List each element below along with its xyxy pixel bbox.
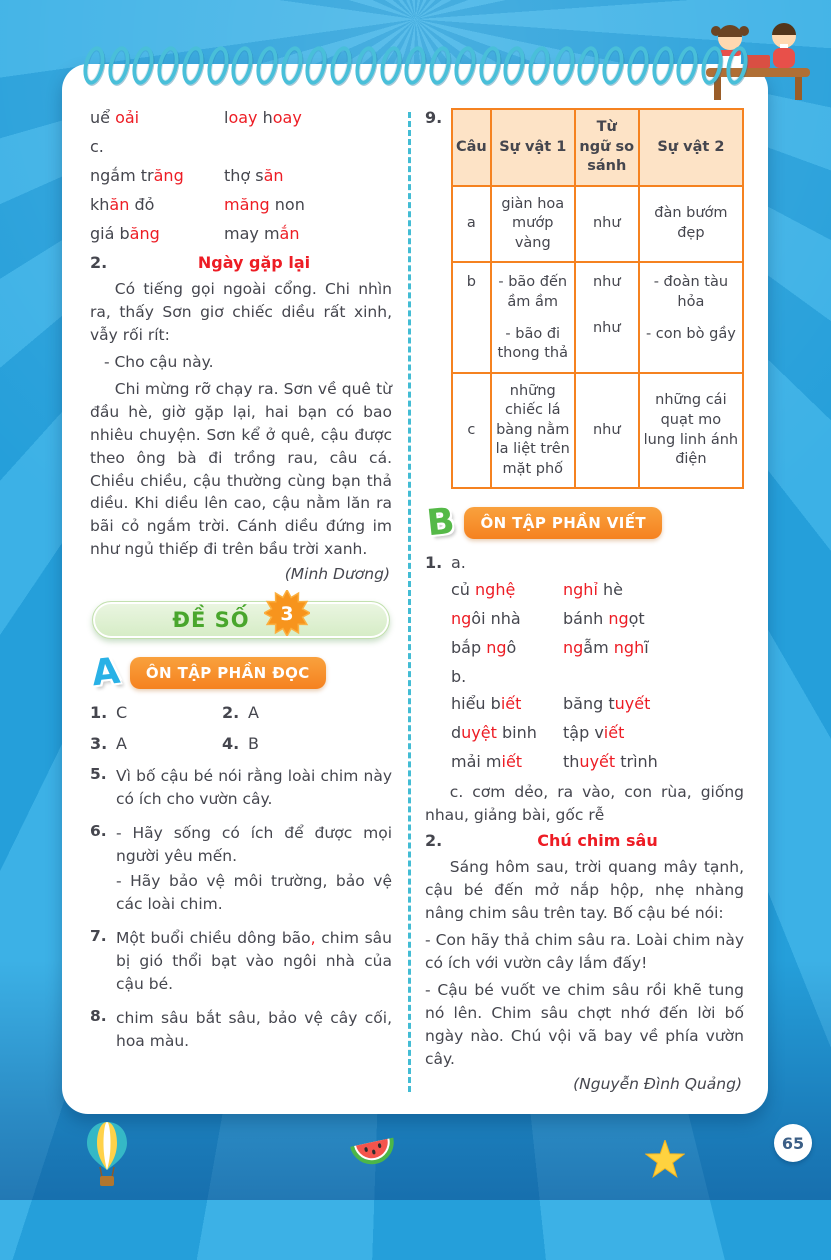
- section-letter-a: A: [89, 650, 122, 695]
- table-cell-line: giàn hoa mướp vàng: [501, 195, 565, 251]
- table-cell: [639, 262, 743, 372]
- question-9: [425, 108, 744, 489]
- mc-value: B: [248, 734, 259, 754]
- right-column: [425, 108, 744, 1100]
- spiral-coil: [476, 44, 504, 86]
- spiral-binding: [84, 46, 747, 84]
- spiral-coil: [105, 44, 133, 86]
- word-pair-row: [90, 224, 392, 243]
- de-so-label: ĐỀ SỐ: [172, 608, 250, 633]
- word-right: măng non: [224, 195, 305, 214]
- workbook-page: [62, 64, 768, 1114]
- word-pair-row: [90, 137, 392, 156]
- word-left: khăn đỏ: [90, 195, 155, 214]
- paragraph: Có tiếng gọi ngoài cổng. Chi nhìn ra, thấy Sơn giơ chiếc diều rất xinh, vẫy rối rít:: [90, 280, 392, 344]
- table-body: [452, 186, 743, 489]
- paragraph: - Con hãy thả chim sâu ra. Loài chim này có ích với vườn cây lắm đấy!: [425, 931, 744, 973]
- spiral-coil: [154, 44, 182, 86]
- word-pair-row: [451, 580, 744, 599]
- mc-number: 2.: [222, 703, 240, 723]
- answer-text: [116, 1007, 392, 1055]
- word-left: hiểu biết: [451, 694, 522, 714]
- table-cell-line: - bão đi thong thả: [497, 325, 568, 362]
- answer-number: 7.: [90, 926, 107, 945]
- mc-value: C: [116, 703, 128, 723]
- section-letter-b: B: [424, 501, 457, 545]
- word-right: [224, 137, 392, 156]
- section-a-title: ÔN TẬP PHẦN ĐỌC: [130, 657, 326, 689]
- table-header-cell: Câu: [452, 109, 491, 186]
- answer-line: Vì bố cậu bé nói rằng loài chim này có ích cho vườn cây.: [116, 767, 392, 809]
- answer-number: 6.: [90, 822, 107, 841]
- word-pair-row: [451, 638, 744, 657]
- hot-air-balloon-icon: [84, 1120, 130, 1188]
- answer-number: 8.: [90, 1006, 107, 1025]
- section-b-title: ÔN TẬP PHẦN VIẾT: [464, 507, 662, 539]
- story-b-head: [425, 831, 744, 850]
- word-left: ngắm trăng: [90, 166, 184, 185]
- mc-answers: [90, 703, 392, 753]
- word-left: c.: [90, 137, 104, 156]
- sub-item-a-label: a.: [451, 553, 466, 573]
- story-b-author: (Nguyễn Đình Quảng): [573, 1074, 742, 1093]
- story-a-head: [90, 253, 392, 272]
- starburst-badge: [264, 590, 310, 636]
- answer-text: [116, 765, 392, 813]
- comparison-table: [451, 108, 744, 489]
- word-pair-row: [90, 166, 392, 185]
- spiral-coil: [599, 44, 627, 86]
- answer-text: [116, 822, 392, 918]
- table-cell-line: như: [592, 421, 621, 438]
- table-row: [452, 373, 743, 489]
- spiral-coil: [575, 44, 603, 86]
- section-b-header: [424, 501, 744, 545]
- sub-item-c-line: c. cơm dẻo, ra vào, con rùa, giống nhau, giảng bài, gốc rễ: [425, 783, 744, 825]
- paragraph: Chi mừng rỡ chạy ra. Sơn về quê từ đầu hè, giờ gặp lại, hai bạn có bao nhiêu chuyện. Sơn kể ở quê, cậu được theo ông bà đi trồng rau, câu cá. Chiều chiều, cậu thường cùng bạn thả diều. Khi diều lên cao, cậu nằm lăn ra bãi cỏ ngắm trời. Cánh diều đứng im như ngủ thiếp đi trên bầu trời xanh.: [90, 379, 392, 559]
- spiral-coil: [278, 44, 306, 86]
- table-cell: [491, 262, 575, 372]
- spiral-coil: [426, 44, 454, 86]
- answer-item: [90, 822, 392, 918]
- answer-text: [116, 927, 392, 998]
- pairs-b: [451, 694, 744, 771]
- word-right: bánh ngọt: [563, 609, 645, 629]
- spiral-coil: [723, 44, 751, 86]
- spiral-coil: [624, 44, 652, 86]
- spiral-coil: [550, 44, 578, 86]
- table-cell-line: như: [592, 274, 621, 291]
- table-cell-line: đàn bướm đẹp: [654, 205, 728, 242]
- paragraph: - Cho cậu này.: [103, 352, 214, 371]
- spiral-coil: [303, 44, 331, 86]
- story-title: Chú chim sâu: [537, 831, 658, 851]
- table-header-cell: Sự vật 1: [491, 109, 575, 186]
- spiral-coil: [525, 44, 553, 86]
- de-so-banner: [92, 601, 390, 639]
- word-pair-row: [451, 609, 744, 628]
- word-right: thuyết trình: [563, 752, 658, 772]
- word-list: [90, 108, 392, 243]
- item-number: 2.: [425, 831, 443, 851]
- mc-number: 1.: [90, 703, 108, 723]
- table-cell-cau: c: [452, 373, 491, 489]
- spiral-coil: [402, 44, 430, 86]
- word-left: uể oải: [90, 108, 140, 127]
- word-right: nghỉ hè: [563, 580, 623, 600]
- table-cell-line: như: [592, 319, 621, 336]
- left-column: [90, 108, 392, 1100]
- spiral-coil: [500, 44, 528, 86]
- table-cell-cau: a: [452, 186, 491, 263]
- table-header-row: [452, 109, 743, 186]
- spiral-coil: [80, 44, 108, 86]
- answer-line: Một buổi chiều dông bão, chim sâu bị gió thổi bạt vào ngôi nhà của cậu bé.: [116, 928, 392, 993]
- table-cell: [575, 373, 639, 489]
- spiral-coil: [204, 44, 232, 86]
- table-cell: [575, 262, 639, 372]
- table-cell-cau: b: [452, 262, 491, 372]
- word-left: ngôi nhà: [451, 609, 521, 629]
- column-divider: [408, 112, 411, 1092]
- page-number: 65: [781, 1133, 805, 1153]
- spiral-coil: [649, 44, 677, 86]
- table-row: [452, 262, 743, 372]
- word-pair-row: [451, 694, 744, 713]
- story-b-paragraphs: [425, 856, 744, 1070]
- story-a-paragraphs: [90, 278, 392, 561]
- spiral-coil: [179, 44, 207, 86]
- word-left: bắp ngô: [451, 638, 517, 658]
- question-1-line: [425, 553, 744, 572]
- word-pair-row: [451, 723, 744, 742]
- answer-line: - Hãy bảo vệ môi trường, bảo vệ các loài chim.: [116, 872, 392, 913]
- spiral-coil: [352, 44, 380, 86]
- spiral-coil: [451, 44, 479, 86]
- item-number: 2.: [90, 253, 108, 272]
- spiral-coil: [130, 44, 158, 86]
- table-cell-line: những cái quạt mo lung linh ánh điện: [643, 392, 739, 468]
- answer-line: - Hãy sống có ích để được mọi người yêu mến.: [116, 824, 392, 866]
- word-pair-row: [90, 195, 392, 214]
- table-row: [452, 186, 743, 263]
- word-left: duyệt binh: [451, 723, 537, 743]
- section-a-header: [89, 650, 392, 695]
- spiral-coil: [698, 44, 726, 86]
- spiral-coil: [327, 44, 355, 86]
- mc-value: A: [116, 734, 127, 754]
- word-left: củ nghệ: [451, 580, 516, 600]
- word-pair-row: [451, 752, 744, 771]
- spiral-coil: [228, 44, 256, 86]
- answer-item: [90, 1007, 392, 1055]
- table-cell-line: những chiếc lá bàng nằm la liệt trên mặt phố: [495, 382, 570, 477]
- table-header-cell: Từ ngữ so sánh: [575, 109, 639, 186]
- page-number-badge: [774, 1124, 812, 1162]
- pairs-a: [451, 580, 744, 657]
- table-cell: [491, 186, 575, 263]
- mc-number: 4.: [222, 734, 240, 754]
- table-cell: [491, 373, 575, 489]
- answer-item: [90, 927, 392, 998]
- story-title: Ngày gặp lại: [197, 253, 311, 272]
- item-number: 9.: [425, 108, 443, 127]
- answers-list: [90, 765, 392, 1054]
- mc-number: 3.: [90, 734, 108, 754]
- answer-item: [90, 765, 392, 813]
- watermelon-icon: [347, 1131, 401, 1174]
- table-header-cell: Sự vật 2: [639, 109, 743, 186]
- table-cell: [575, 186, 639, 263]
- sub-item-b-label: b.: [451, 667, 467, 687]
- word-right: tập viết: [563, 723, 625, 743]
- star-icon: [645, 1140, 685, 1178]
- word-left: giá băng: [90, 224, 160, 243]
- table-cell-line: - đoàn tàu hỏa: [653, 274, 729, 310]
- de-so-number: 3: [279, 603, 294, 626]
- word-right: loay hoay: [224, 108, 302, 127]
- table-cell-line: như: [592, 215, 621, 232]
- spiral-coil: [253, 44, 281, 86]
- table-cell-line: - con bò gầy: [645, 325, 736, 342]
- story-a-author: (Minh Dương): [284, 565, 390, 584]
- table-cell: [639, 186, 743, 263]
- word-left: mải miết: [451, 752, 523, 772]
- paragraph: Sáng hôm sau, trời quang mây tạnh, cậu bé đến mở nắp hộp, nhẹ nhàng nâng chim sâu trên tay. Bố cậu bé nói:: [425, 858, 744, 923]
- paragraph: - Cậu bé vuốt ve chim sâu rồi khẽ tung nó lên. Chim sâu chợt nhớ đến lời bố ngày nào. Chú vội vã bay về phía vườn cây.: [425, 981, 744, 1068]
- item-number: 1.: [425, 553, 443, 573]
- word-right: ngẫm nghĩ: [563, 638, 649, 658]
- spiral-coil: [377, 44, 405, 86]
- table-cell: [639, 373, 743, 489]
- table-cell-line: - bão đến ầm ầm: [498, 274, 568, 310]
- answer-number: 5.: [90, 765, 107, 784]
- spiral-coil: [673, 44, 701, 86]
- answer-line: chim sâu bắt sâu, bảo vệ cây cối, hoa màu.: [116, 1008, 392, 1050]
- word-pair-row: [90, 108, 392, 127]
- word-right: băng tuyết: [563, 694, 651, 714]
- word-right: may mắn: [224, 224, 300, 243]
- word-right: thợ săn: [224, 166, 284, 185]
- mc-value: A: [248, 703, 259, 723]
